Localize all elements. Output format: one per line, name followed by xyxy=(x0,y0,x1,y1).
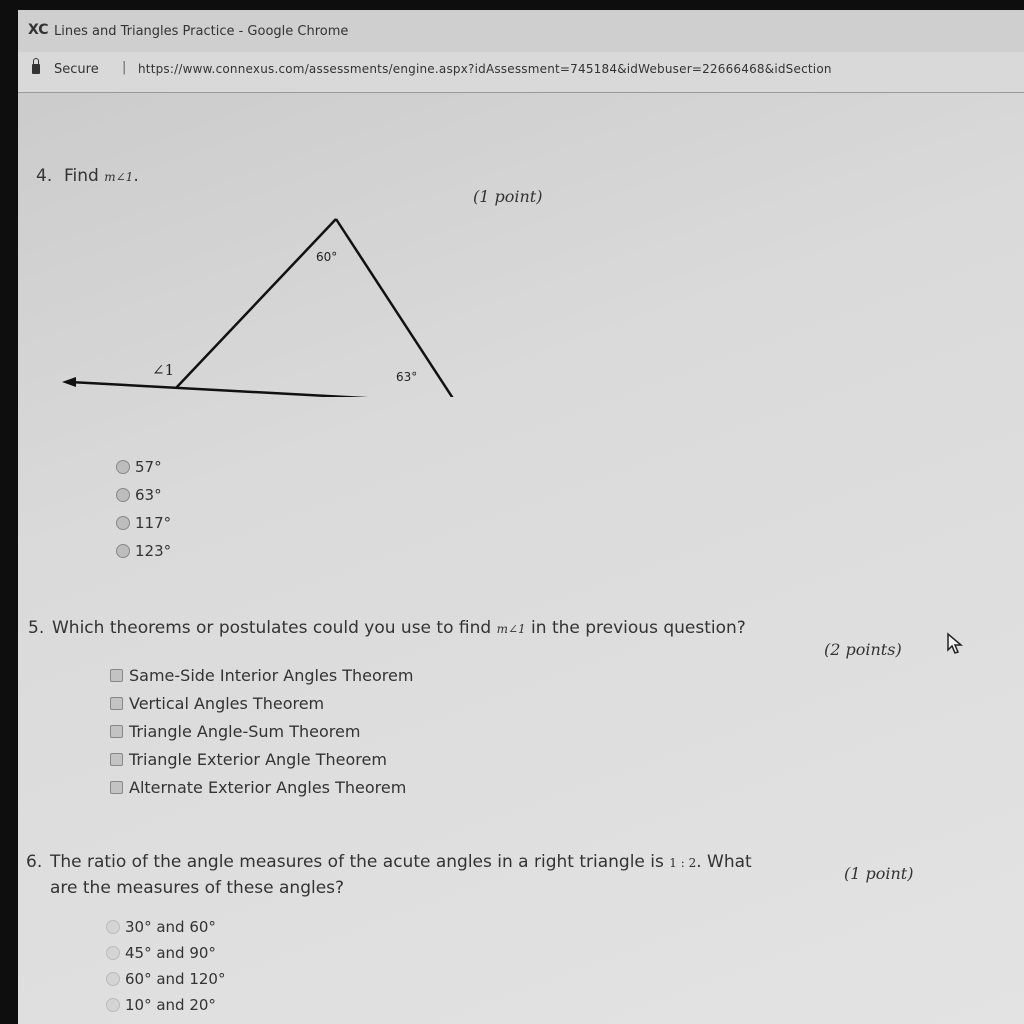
radio-button[interactable] xyxy=(116,460,130,474)
question-6-prompt: The ratio of the angle measures of the acute angles in a right triangle is xyxy=(50,852,664,872)
q4-option-3[interactable] xyxy=(116,514,171,532)
base-line xyxy=(70,382,456,397)
q5-option-1[interactable] xyxy=(110,666,413,685)
lock-icon xyxy=(32,64,40,74)
q6-option-1[interactable] xyxy=(106,918,216,936)
q5-option-4[interactable] xyxy=(110,750,387,769)
question-5-math: m∠1 xyxy=(496,622,526,636)
question-5-text xyxy=(52,618,746,638)
q4-option-label: 123° xyxy=(135,542,172,560)
q5-option-label: Triangle Exterior Angle Theorem xyxy=(129,750,387,769)
checkbox[interactable] xyxy=(110,781,123,794)
question-6-ratio: 1 : 2 xyxy=(669,856,697,870)
mouse-pointer-icon xyxy=(946,632,964,656)
q6-option-3[interactable] xyxy=(106,970,225,988)
question-6-number: 6. xyxy=(26,852,43,872)
radio-button[interactable] xyxy=(116,544,130,558)
address-bar[interactable] xyxy=(18,52,1024,93)
exterior-angle-label: ∠1 xyxy=(152,361,175,379)
url-separator: | xyxy=(122,60,127,75)
checkbox[interactable] xyxy=(110,697,123,710)
q5-option-label: Triangle Angle-Sum Theorem xyxy=(129,722,361,741)
radio-button[interactable] xyxy=(106,946,120,960)
q6-option-label: 60° and 120° xyxy=(125,970,226,988)
left-side xyxy=(176,219,336,388)
q6-option-label: 10° and 20° xyxy=(125,996,216,1014)
question-6-points: (1 point) xyxy=(844,864,914,883)
question-5-prompt: Which theorems or postulates could you use to find xyxy=(52,618,492,638)
radio-button[interactable] xyxy=(116,516,130,530)
question-4-math: m∠1 xyxy=(104,170,134,184)
q4-option-2[interactable] xyxy=(116,486,162,504)
question-6-text-line1 xyxy=(50,852,752,872)
right-angle-label: 63° xyxy=(396,370,418,384)
q4-option-1[interactable] xyxy=(116,458,162,476)
question-6-text-line2: are the measures of these angles? xyxy=(50,878,345,898)
radio-button[interactable] xyxy=(106,920,120,934)
q5-option-label: Alternate Exterior Angles Theorem xyxy=(129,778,407,797)
radio-button[interactable] xyxy=(106,972,120,986)
assessment-content xyxy=(18,92,1024,1024)
app-icon: XC xyxy=(28,22,49,38)
q5-option-label: Same-Side Interior Angles Theorem xyxy=(129,666,414,685)
q5-option-3[interactable] xyxy=(110,722,360,741)
question-4-prompt: Find xyxy=(64,166,99,186)
triangle-figure xyxy=(58,207,498,397)
window-title: Lines and Triangles Practice - Google Chrome xyxy=(54,24,349,39)
question-4-trailing: . xyxy=(133,166,139,186)
q4-option-label: 117° xyxy=(135,514,172,532)
q5-option-label: Vertical Angles Theorem xyxy=(129,694,325,713)
q6-option-label: 30° and 60° xyxy=(125,918,216,936)
radio-button[interactable] xyxy=(106,998,120,1012)
question-4-points: (1 point) xyxy=(473,187,543,206)
q5-option-5[interactable] xyxy=(110,778,406,797)
checkbox[interactable] xyxy=(110,725,123,738)
q6-option-4[interactable] xyxy=(106,996,216,1014)
question-5-number: 5. xyxy=(28,618,45,638)
question-5-prompt-end: in the previous question? xyxy=(531,618,746,638)
q6-option-label: 45° and 90° xyxy=(125,944,216,962)
q6-option-2[interactable] xyxy=(106,944,216,962)
radio-button[interactable] xyxy=(116,488,130,502)
top-angle-label: 60° xyxy=(316,250,338,264)
arrow-head-icon xyxy=(62,377,76,387)
question-6-prompt-end: . What xyxy=(696,852,752,872)
browser-window xyxy=(18,10,1024,1024)
checkbox[interactable] xyxy=(110,753,123,766)
question-4-text xyxy=(64,166,139,186)
q5-option-2[interactable] xyxy=(110,694,324,713)
question-4-number: 4. xyxy=(36,166,53,186)
checkbox[interactable] xyxy=(110,669,123,682)
q4-option-4[interactable] xyxy=(116,542,171,560)
url-field[interactable]: https://www.connexus.com/assessments/engine.aspx?idAssessment=745184&idWebuser=22666468&idSection xyxy=(138,62,832,76)
title-bar xyxy=(18,10,1024,52)
secure-label[interactable]: Secure xyxy=(54,62,99,77)
q4-option-label: 57° xyxy=(135,458,162,476)
question-5-points: (2 points) xyxy=(824,640,902,659)
q4-option-label: 63° xyxy=(135,486,162,504)
